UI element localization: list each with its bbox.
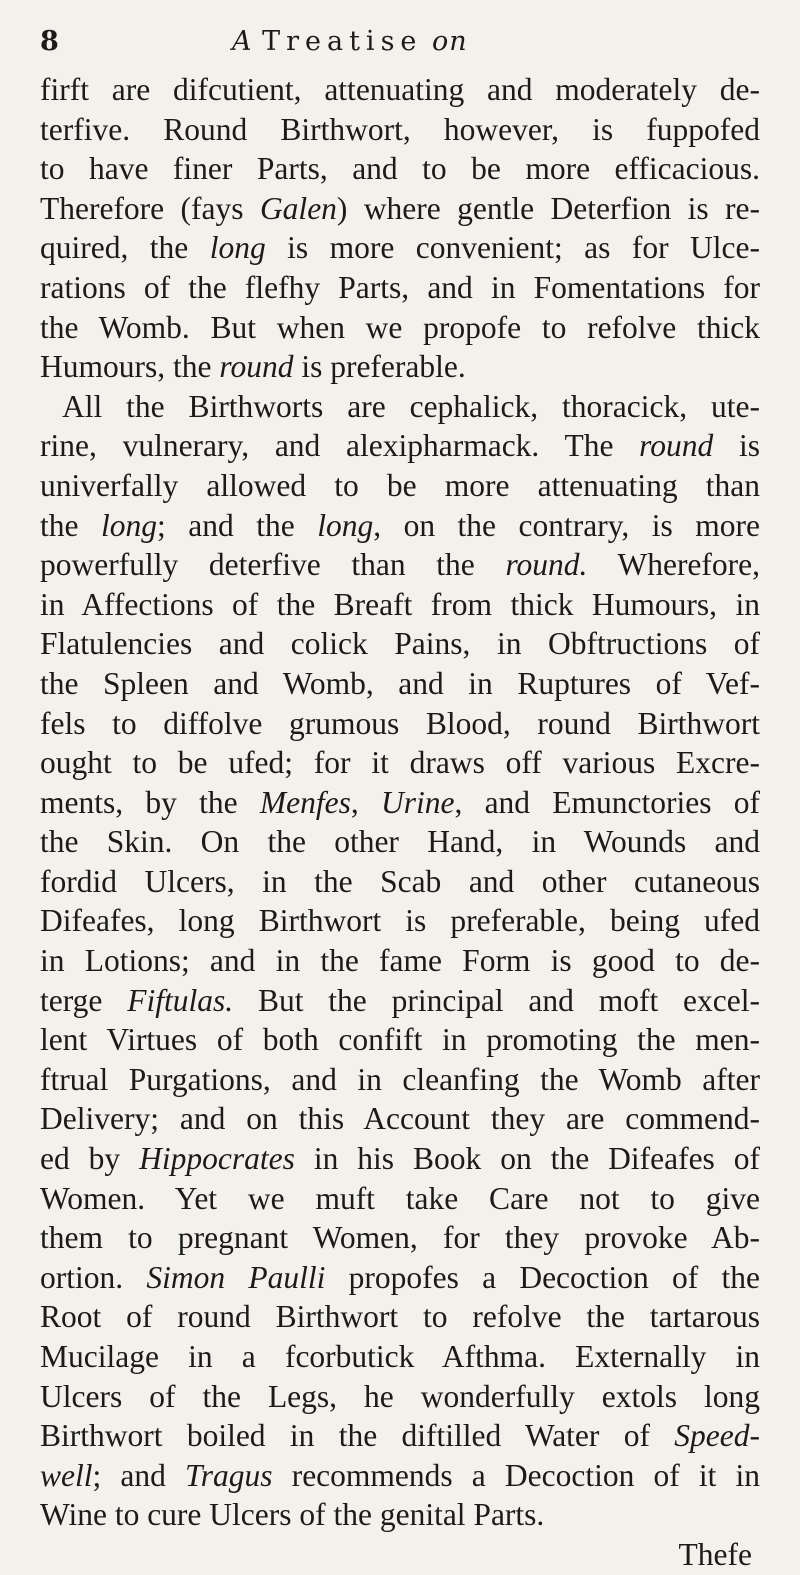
text-segment: fels to diffolve grumous Blood, round Birthwort: [40, 705, 760, 741]
text-line: [40, 822, 760, 862]
text-segment: But the principal and moft excel-: [233, 982, 760, 1018]
italic-term: well: [40, 1457, 93, 1493]
text-segment: rine, vulnerary, and alexipharmack. The: [40, 428, 640, 464]
italic-term: Fiftulas.: [127, 982, 234, 1018]
text-line: [40, 743, 760, 783]
text-segment: Wherefore,: [587, 547, 760, 583]
text-segment: Humours, the: [40, 349, 220, 385]
running-title-suffix: on: [432, 26, 468, 57]
text-line: [40, 981, 760, 1021]
text-segment: All the Birthworts are cephalick, thoracick, ute-: [62, 388, 760, 424]
text-line: [40, 308, 760, 348]
text-line: [40, 1020, 760, 1060]
italic-term: Menfes: [259, 784, 351, 820]
text-line: [40, 1139, 760, 1179]
text-segment: propofes a Decoction of the: [325, 1259, 760, 1295]
text-segment: Wine to cure Ulcers of the genital Parts.: [40, 1497, 545, 1533]
text-segment: in Affections of the Breaft from thick Humours, in: [40, 586, 760, 622]
running-title-main: Treatise: [262, 26, 423, 57]
text-line: [40, 189, 760, 229]
text-line: [40, 585, 760, 625]
running-head: [40, 22, 760, 70]
text-line: [40, 704, 760, 744]
text-segment: Ulcers of the Legs, he wonderfully extols long: [40, 1378, 760, 1414]
text-line: [40, 387, 760, 427]
text-segment: them to pregnant Women, for they provoke Ab-: [40, 1220, 760, 1256]
text-segment: the Womb. But when we propofe to refolve thick: [40, 309, 760, 345]
catchword: Thefe: [678, 1536, 752, 1572]
text-segment: ought to be ufed; for it draws off various Excre-: [40, 745, 760, 781]
text-line: [40, 1258, 760, 1298]
italic-term: Hippocrates: [139, 1141, 295, 1177]
text-segment: in his Book on the Difeafes of: [294, 1141, 761, 1177]
text-segment: Mucilage in a fcorbutick Afthma. Externally in: [40, 1339, 760, 1374]
text-segment: , on the contrary, is more: [373, 507, 761, 543]
body-text: [40, 70, 760, 1535]
italic-term: Galen: [259, 190, 337, 226]
text-line: [40, 901, 760, 941]
text-segment: is preferable.: [293, 349, 466, 385]
text-segment: terge: [40, 982, 128, 1018]
text-segment: univerfally allowed to be more attenuating than: [40, 467, 760, 503]
text-segment: Birthwort boiled in the diftilled Water of: [40, 1418, 675, 1454]
text-line: [40, 1456, 760, 1496]
text-line: [40, 70, 760, 110]
italic-term: round.: [505, 547, 588, 583]
italic-term: long: [100, 507, 157, 543]
text-segment: ftrual Purgations, and in cleanfing the Womb after: [40, 1061, 760, 1097]
text-segment: Root of round Birthwort to refolve the tartarous: [40, 1299, 760, 1335]
italic-term: long: [317, 507, 374, 543]
italic-term: round: [639, 428, 714, 464]
text-line: [40, 426, 760, 466]
text-segment: Difeafes, long Birthwort is preferable, being ufed: [40, 903, 760, 939]
text-line: [40, 1060, 760, 1100]
text-line: [40, 862, 760, 902]
text-line: [40, 1218, 760, 1258]
text-segment: the Skin. On the other Hand, in Wounds and: [40, 824, 760, 860]
text-segment: ,: [350, 784, 381, 820]
text-line: [40, 941, 760, 981]
text-segment: to have finer Parts, and to be more efficacious.: [40, 151, 760, 187]
text-segment: , and Emunctories of: [454, 784, 760, 820]
text-segment: quired, the: [40, 230, 210, 266]
text-segment: Delivery; and on this Account they are commend-: [40, 1101, 760, 1137]
text-line: [40, 110, 760, 150]
text-line: [40, 228, 760, 268]
text-segment: ) where gentle Deterfion is re-: [336, 190, 761, 226]
page-number: 8: [40, 26, 60, 57]
text-line: [40, 1495, 760, 1535]
text-segment: is more convenient; as for Ulce-: [265, 230, 760, 266]
text-segment: ed by: [40, 1141, 140, 1177]
text-segment: in Lotions; and in the fame Form is good to de-: [40, 943, 760, 979]
text-line: [40, 1416, 760, 1456]
running-title: [232, 26, 468, 57]
text-line: [40, 624, 760, 664]
text-line: [40, 1337, 760, 1377]
text-segment: recommends a Decoction of it in: [272, 1457, 761, 1493]
text-segment: fordid Ulcers, in the Scab and other cutaneous: [40, 863, 760, 899]
text-line: [40, 783, 760, 823]
text-segment: the Spleen and Womb, and in Ruptures of Vef-: [40, 665, 760, 701]
text-segment: ortion.: [40, 1259, 147, 1295]
text-segment: Therefore (fays: [40, 190, 260, 226]
text-line: [40, 1099, 760, 1139]
text-line: [40, 545, 760, 585]
text-line: [40, 149, 760, 189]
italic-term: Speed-: [674, 1418, 760, 1454]
text-line: [40, 268, 760, 308]
text-segment: is: [713, 428, 761, 464]
text-segment: the: [40, 507, 101, 543]
text-line: [40, 664, 760, 704]
text-segment: firft are difcutient, attenuating and moderately de-: [40, 72, 760, 107]
text-segment: ; and the: [157, 507, 318, 543]
text-segment: Flatulencies and colick Pains, in Obftructions of: [40, 626, 760, 662]
text-line: [40, 506, 760, 546]
text-line: [40, 1297, 760, 1337]
text-line: [40, 347, 760, 387]
italic-term: Tragus: [185, 1457, 273, 1493]
text-segment: terfive. Round Birthwort, however, is fuppofed: [40, 111, 760, 147]
text-line: [40, 466, 760, 506]
text-segment: powerfully deterfive than the: [40, 547, 506, 583]
text-line: [40, 1179, 760, 1219]
text-segment: ; and: [92, 1457, 186, 1493]
text-line: [40, 1377, 760, 1417]
italic-term: Simon Paulli: [146, 1259, 326, 1295]
text-segment: ments, by the: [40, 784, 260, 820]
text-segment: lent Virtues of both confift in promoting the men-: [40, 1022, 760, 1058]
italic-term: Urine: [380, 784, 455, 820]
italic-term: round: [219, 349, 294, 385]
running-title-prefix: A: [232, 26, 253, 57]
text-segment: rations of the flefhy Parts, and in Fomentations for: [40, 269, 760, 305]
text-segment: Women. Yet we muft take Care not to give: [40, 1180, 760, 1216]
italic-term: long: [209, 230, 266, 266]
